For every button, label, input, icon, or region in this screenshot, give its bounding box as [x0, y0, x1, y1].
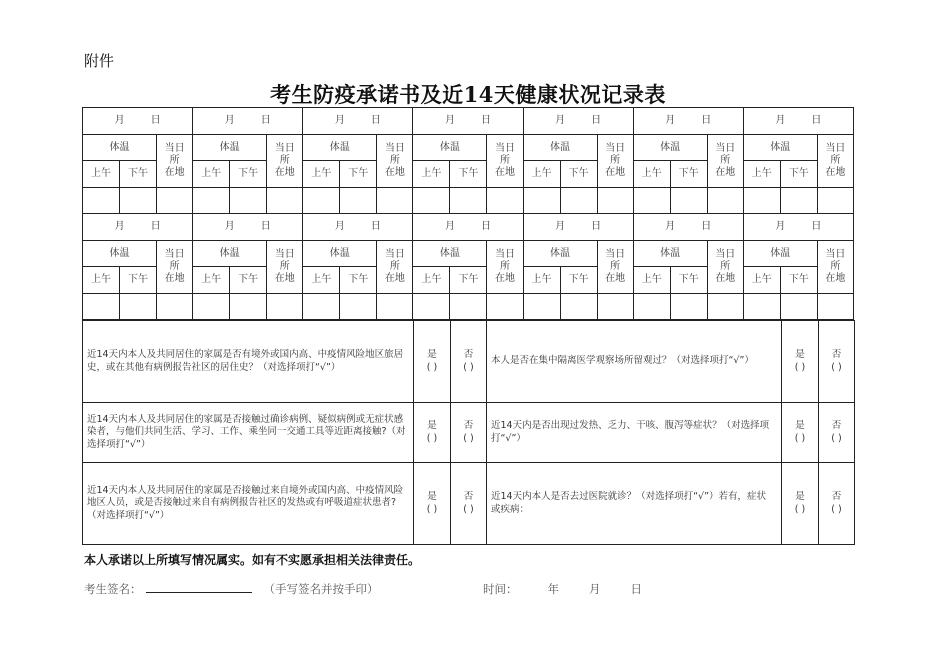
option-label: 是 [795, 491, 805, 502]
afternoon-header: 下午 [340, 161, 377, 188]
location-header [707, 135, 743, 188]
no-option[interactable] [819, 463, 855, 545]
location-header-line: 当日 [715, 143, 736, 154]
location-header-line: 当日 [825, 143, 846, 154]
month-label: 月 [555, 115, 566, 126]
afternoon-header: 下午 [560, 267, 597, 294]
location-header [377, 135, 413, 188]
temperature-header: 体温 [633, 135, 707, 161]
date-cell[interactable] [633, 214, 743, 241]
afternoon-header: 下午 [560, 161, 597, 188]
location-header-line: 在地 [825, 273, 846, 284]
location-header [377, 241, 413, 294]
record-input-cell[interactable] [193, 294, 230, 320]
temperature-header: 体温 [83, 135, 157, 161]
question-text: 近14天内本人及共同居住的家属是否接触过来自境外或国内高、中疫情风险地区人员，或是否接触过来自有病例报告社区的发热或有呼吸道症状患者?（对选择项打“√”） [83, 463, 414, 545]
location-header-line: 所 [389, 261, 400, 272]
record-input-cell[interactable] [157, 188, 193, 214]
location-header-line: 当日 [715, 249, 736, 260]
record-input-cell[interactable] [450, 294, 487, 320]
signature-line[interactable] [146, 581, 252, 593]
month-label: 月 [114, 115, 125, 126]
location-header-line: 当日 [825, 249, 846, 260]
day-label: 日 [591, 115, 602, 126]
location-header-line: 当日 [605, 143, 626, 154]
location-header-line: 所 [830, 261, 841, 272]
morning-header: 上午 [743, 267, 780, 294]
month-label: 月 [334, 221, 345, 232]
afternoon-header: 下午 [450, 161, 487, 188]
location-header-line: 当日 [274, 143, 295, 154]
record-input-cell[interactable] [817, 294, 853, 320]
record-input-cell[interactable] [780, 294, 817, 320]
option-checkbox[interactable]: ( ) [463, 432, 474, 444]
day-label: 日 [701, 221, 712, 232]
location-header-line: 在地 [605, 167, 626, 178]
record-input-cell[interactable] [743, 188, 780, 214]
month-label: 月 [224, 115, 235, 126]
afternoon-header: 下午 [230, 267, 267, 294]
afternoon-header: 下午 [670, 161, 707, 188]
option-label: 否 [831, 491, 842, 502]
record-input-cell[interactable] [120, 294, 157, 320]
day-label: 日 [811, 221, 822, 232]
location-header-line: 在地 [274, 167, 295, 178]
month-label: 月 [444, 115, 455, 126]
record-input-cell[interactable] [83, 188, 120, 214]
location-header [267, 241, 303, 294]
option-checkbox[interactable]: ( ) [794, 503, 806, 515]
signature-label: 考生签名： [84, 582, 142, 596]
option-checkbox[interactable]: ( ) [831, 361, 842, 373]
location-header-line: 在地 [384, 167, 405, 178]
question-text: 近14天内是否出现过发热、乏力、干咳、腹泻等症状？（对选择项打“√”） [487, 403, 782, 463]
date-cell[interactable] [83, 108, 193, 135]
record-input-cell[interactable] [340, 294, 377, 320]
location-header-line: 所 [279, 155, 290, 166]
temperature-header: 体温 [303, 135, 377, 161]
record-input-cell[interactable] [377, 188, 413, 214]
record-input-cell[interactable] [413, 294, 450, 320]
option-checkbox[interactable]: ( ) [831, 503, 842, 515]
date-cell[interactable] [303, 108, 413, 135]
year-label: 年 [547, 582, 559, 596]
morning-header: 上午 [633, 161, 670, 188]
date-cell[interactable] [743, 108, 853, 135]
yes-option[interactable] [414, 403, 451, 463]
day-label: 日 [150, 221, 161, 232]
option-label: 否 [463, 349, 474, 360]
record-input-cell[interactable] [83, 294, 120, 320]
morning-header: 上午 [743, 161, 780, 188]
day-label: 日 [480, 221, 491, 232]
location-header-line: 当日 [494, 249, 515, 260]
location-header-line: 在地 [605, 273, 626, 284]
location-header [157, 135, 193, 188]
record-input-cell[interactable] [523, 188, 560, 214]
location-header-line: 所 [169, 261, 180, 272]
date-cell[interactable] [83, 214, 193, 241]
location-header [707, 241, 743, 294]
yes-option[interactable] [782, 403, 819, 463]
day-label: 日 [811, 115, 822, 126]
no-option[interactable] [451, 403, 487, 463]
no-option[interactable] [451, 321, 487, 403]
month-label: 月 [775, 221, 786, 232]
morning-header: 上午 [523, 161, 560, 188]
record-input-cell[interactable] [597, 188, 633, 214]
location-header-line: 当日 [274, 249, 295, 260]
record-input-cell[interactable] [487, 294, 523, 320]
month-label: 月 [665, 221, 676, 232]
day-label: 日 [630, 582, 642, 596]
afternoon-header: 下午 [120, 267, 157, 294]
location-header [817, 241, 853, 294]
date-cell[interactable] [303, 214, 413, 241]
option-label: 否 [831, 420, 842, 431]
day-label: 日 [701, 115, 712, 126]
location-header-line: 在地 [494, 167, 515, 178]
record-input-cell[interactable] [193, 188, 230, 214]
record-input-cell[interactable] [817, 188, 853, 214]
option-label: 是 [795, 420, 805, 431]
temperature-header: 体温 [303, 241, 377, 267]
location-header [597, 241, 633, 294]
morning-header: 上午 [413, 161, 450, 188]
date-cell[interactable] [193, 214, 303, 241]
location-header-line: 在地 [274, 273, 295, 284]
location-header-line: 所 [389, 155, 400, 166]
morning-header: 上午 [303, 161, 340, 188]
afternoon-header: 下午 [780, 267, 817, 294]
no-option[interactable] [819, 403, 855, 463]
location-header-line: 在地 [164, 273, 185, 284]
yes-option[interactable] [782, 463, 819, 545]
health-record-table [82, 107, 854, 320]
month-label: 月 [444, 221, 455, 232]
temperature-header: 体温 [523, 241, 597, 267]
month-label: 月 [334, 115, 345, 126]
month-label: 月 [589, 582, 601, 596]
day-label: 日 [591, 221, 602, 232]
location-header [817, 135, 853, 188]
option-checkbox[interactable]: ( ) [463, 503, 474, 515]
option-label: 是 [795, 349, 805, 360]
location-header-line: 当日 [605, 249, 626, 260]
morning-header: 上午 [633, 267, 670, 294]
month-label: 月 [224, 221, 235, 232]
location-header-line: 当日 [164, 249, 185, 260]
record-input-cell[interactable] [523, 294, 560, 320]
month-label: 月 [665, 115, 676, 126]
morning-header: 上午 [413, 267, 450, 294]
option-checkbox[interactable]: ( ) [831, 432, 842, 444]
record-input-cell[interactable] [780, 188, 817, 214]
option-label: 否 [831, 349, 842, 360]
morning-header: 上午 [303, 267, 340, 294]
time-label: 时间： [483, 582, 518, 596]
record-input-cell[interactable] [743, 294, 780, 320]
afternoon-header: 下午 [340, 267, 377, 294]
record-input-cell[interactable] [377, 294, 413, 320]
record-input-cell[interactable] [340, 188, 377, 214]
location-header-line: 当日 [384, 143, 405, 154]
day-label: 日 [260, 221, 271, 232]
month-label: 月 [555, 221, 566, 232]
location-header-line: 当日 [384, 249, 405, 260]
location-header-line: 在地 [384, 273, 405, 284]
location-header-line: 所 [610, 261, 621, 272]
signature-row [84, 581, 379, 597]
morning-header: 上午 [193, 161, 230, 188]
option-checkbox[interactable]: ( ) [426, 432, 438, 444]
question-text: 近14天内本人及共同居住的家属是否接触过确诊病例、疑似病例或无症状感染者，与他们共同生活、学习、工作、乘坐同一交通工具等近距离接触?（对选择项打“√”） [83, 403, 414, 463]
location-header-line: 所 [279, 261, 290, 272]
temperature-header: 体温 [743, 241, 817, 267]
signature-note: （手写签名并按手印） [263, 582, 379, 596]
option-label: 是 [427, 420, 437, 431]
option-label: 是 [427, 491, 437, 502]
question-text: 本人是否在集中隔离医学观察场所留观过？（对选择项打“√”） [487, 321, 782, 403]
location-header-line: 所 [169, 155, 180, 166]
option-label: 是 [427, 349, 437, 360]
morning-header: 上午 [523, 267, 560, 294]
option-label: 否 [463, 491, 474, 502]
yes-option[interactable] [414, 321, 451, 403]
day-label: 日 [480, 115, 491, 126]
record-input-cell[interactable] [707, 188, 743, 214]
afternoon-header: 下午 [120, 161, 157, 188]
location-header-line: 所 [720, 261, 731, 272]
option-label: 否 [463, 420, 474, 431]
day-label: 日 [150, 115, 161, 126]
morning-header: 上午 [83, 161, 120, 188]
yes-option[interactable] [782, 321, 819, 403]
question-text: 近14天内本人及共同居住的家属是否有境外或国内高、中疫情风险地区旅居史，或在其他有病例报告社区的居住史？（对选择项打“√”） [83, 321, 414, 403]
location-header-line: 所 [830, 155, 841, 166]
date-cell[interactable] [193, 108, 303, 135]
option-checkbox[interactable]: ( ) [426, 361, 438, 373]
morning-header: 上午 [193, 267, 230, 294]
record-input-cell[interactable] [303, 188, 340, 214]
temperature-header: 体温 [193, 135, 267, 161]
record-input-cell[interactable] [560, 294, 597, 320]
questionnaire-table [82, 320, 855, 545]
location-header-line: 在地 [164, 167, 185, 178]
record-input-cell[interactable] [560, 188, 597, 214]
record-input-cell[interactable] [267, 188, 303, 214]
page-title: 考生防疫承诺书及近14天健康状况记录表 [270, 82, 666, 107]
location-header-line: 所 [499, 155, 510, 166]
date-cell[interactable] [413, 214, 523, 241]
option-checkbox[interactable]: ( ) [794, 432, 806, 444]
pledge-statement: 本人承诺以上所填写情况属实。如有不实愿承担相关法律责任。 [84, 553, 421, 567]
record-input-cell[interactable] [303, 294, 340, 320]
temperature-header: 体温 [633, 241, 707, 267]
record-input-cell[interactable] [670, 294, 707, 320]
afternoon-header: 下午 [230, 161, 267, 188]
afternoon-header: 下午 [670, 267, 707, 294]
yes-option[interactable] [414, 463, 451, 545]
time-row [483, 581, 642, 597]
record-input-cell[interactable] [707, 294, 743, 320]
date-cell[interactable] [413, 108, 523, 135]
day-label: 日 [370, 115, 381, 126]
location-header [487, 241, 523, 294]
question-text: 近14天内本人是否去过医院就诊？（对选择项打“√”）若有，症状或疾病： [487, 463, 782, 545]
record-input-cell[interactable] [230, 294, 267, 320]
temperature-header: 体温 [413, 241, 487, 267]
no-option[interactable] [819, 321, 855, 403]
location-header [157, 241, 193, 294]
no-option[interactable] [451, 463, 487, 545]
afternoon-header: 下午 [780, 161, 817, 188]
temperature-header: 体温 [743, 135, 817, 161]
option-checkbox[interactable]: ( ) [426, 503, 438, 515]
option-checkbox[interactable]: ( ) [794, 361, 806, 373]
record-input-cell[interactable] [597, 294, 633, 320]
morning-header: 上午 [83, 267, 120, 294]
date-cell[interactable] [523, 214, 633, 241]
afternoon-header: 下午 [450, 267, 487, 294]
location-header-line: 当日 [164, 143, 185, 154]
record-input-cell[interactable] [230, 188, 267, 214]
temperature-header: 体温 [523, 135, 597, 161]
location-header [597, 135, 633, 188]
location-header-line: 所 [499, 261, 510, 272]
record-input-cell[interactable] [157, 294, 193, 320]
location-header [267, 135, 303, 188]
record-input-cell[interactable] [487, 188, 523, 214]
record-input-cell[interactable] [450, 188, 487, 214]
month-label: 月 [775, 115, 786, 126]
record-input-cell[interactable] [633, 294, 670, 320]
date-cell[interactable] [523, 108, 633, 135]
date-cell[interactable] [633, 108, 743, 135]
day-label: 日 [370, 221, 381, 232]
location-header-line: 所 [720, 155, 731, 166]
month-label: 月 [114, 221, 125, 232]
location-header-line: 在地 [494, 273, 515, 284]
location-header-line: 在地 [825, 167, 846, 178]
option-checkbox[interactable]: ( ) [463, 361, 474, 373]
temperature-header: 体温 [83, 241, 157, 267]
temperature-header: 体温 [413, 135, 487, 161]
location-header-line: 所 [610, 155, 621, 166]
location-header [487, 135, 523, 188]
record-input-cell[interactable] [633, 188, 670, 214]
attachment-label: 附件 [84, 52, 115, 70]
record-input-cell[interactable] [670, 188, 707, 214]
temperature-header: 体温 [193, 241, 267, 267]
record-input-cell[interactable] [413, 188, 450, 214]
day-label: 日 [260, 115, 271, 126]
record-input-cell[interactable] [267, 294, 303, 320]
date-cell[interactable] [743, 214, 853, 241]
location-header-line: 在地 [715, 273, 736, 284]
location-header-line: 当日 [494, 143, 515, 154]
location-header-line: 在地 [715, 167, 736, 178]
record-input-cell[interactable] [120, 188, 157, 214]
